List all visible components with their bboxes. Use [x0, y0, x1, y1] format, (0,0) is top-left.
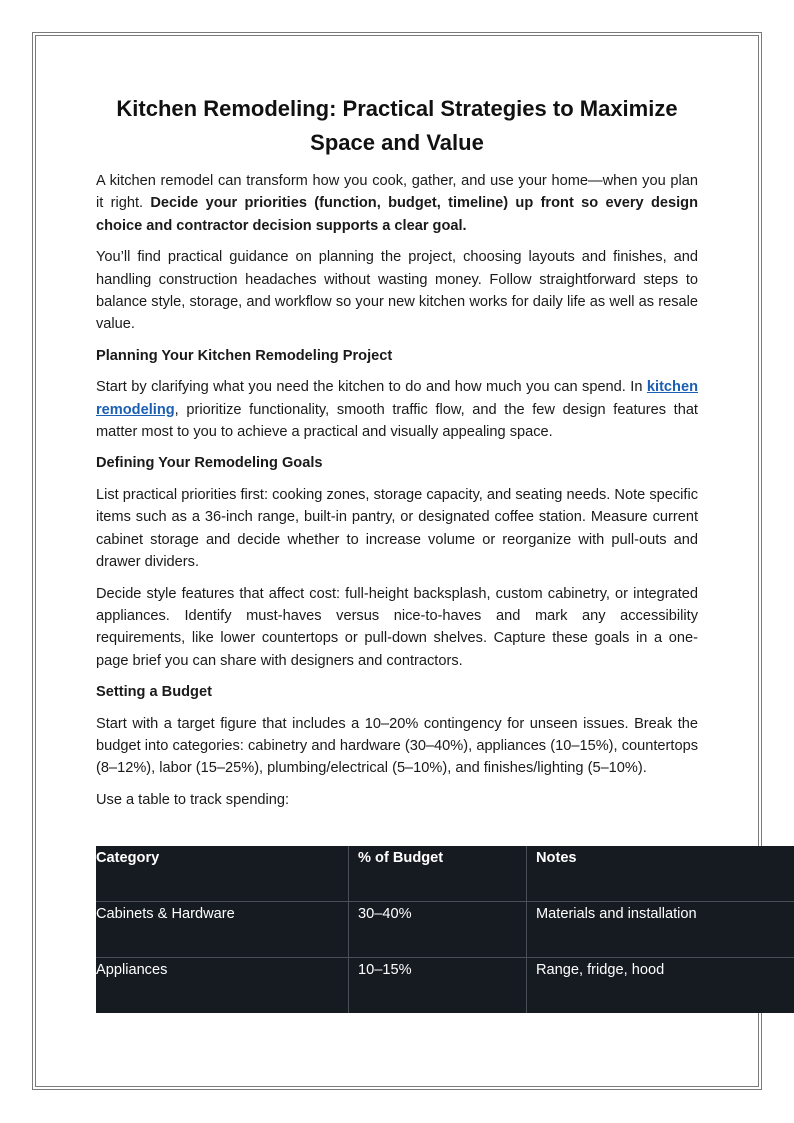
table-row [96, 902, 794, 958]
table-cell-notes: Materials and installation [527, 902, 794, 958]
kitchen-remodeling-link[interactable]: kitchen remodeling [96, 379, 698, 418]
intro-plain-text: A kitchen remodel can transform how you cook, gather, and use your home—when you plan it right. [96, 173, 698, 212]
table-cell-category: Appliances [96, 958, 349, 1014]
table-intro: Use a table to track spending: [96, 791, 290, 808]
table-cell-percent: 10–15% [349, 958, 527, 1014]
column-header-category: Category [96, 846, 349, 902]
intro-paragraph-1 [96, 170, 698, 237]
planning-text-after: , prioritize functionality, smooth traffic flow, and the few design features that matter most to you to achieve a practical and visually appealing space. [96, 401, 698, 441]
goals-paragraph-2: Decide style features that affect cost: full-height backsplash, custom cabinetry, or integrated appliances. Identify must-haves versus nice-to-haves and mark any accessibility requirements, like lower countertops or pull-down shelves. Capture these goals in a one-page brief you can share with designers and contractors. [96, 585, 698, 669]
section-heading-goals: Defining Your Remodeling Goals [96, 455, 323, 472]
table-row [96, 958, 794, 1014]
page-title: Kitchen Remodeling: Practical Strategies to Maximize Space and Value [116, 96, 678, 155]
planning-paragraph [96, 376, 698, 443]
table-header-row [96, 846, 794, 902]
planning-text-before: Start by clarifying what you need the kitchen to do and how much you can spend. In [96, 379, 647, 396]
table-cell-percent: 30–40% [349, 902, 527, 958]
table-cell-category: Cabinets & Hardware [96, 902, 349, 958]
budget-paragraph: Start with a target figure that includes a 10–20% contingency for unseen issues. Break the budget into categories: cabinetry and hardware (30–40%), appliances (10–15%), countertops (8–12%), labor (15–25%), plumbing/electrical (5–10%), and finishes/lighting (5–10%). [96, 715, 698, 777]
intro-paragraph-2: You’ll find practical guidance on planning the project, choosing layouts and finishes, and handling construction headaches without wasting money. Follow straightforward steps to balance style, storage, and workflow so your new kitchen works for daily life as well as resale value. [96, 249, 698, 333]
column-header-notes: Notes [527, 846, 794, 902]
column-header-percent: % of Budget [349, 846, 527, 902]
table-cell-notes: Range, fridge, hood [527, 958, 794, 1014]
goals-paragraph-1: List practical priorities first: cooking zones, storage capacity, and seating needs. Note specific items such as a 36-inch range, built-in pantry, or designated coffee station. Measure current cabinet storage and decide whether to increase volume or reorganize with pull-outs and drawer dividers. [96, 486, 698, 571]
budget-table-wrapper [96, 846, 794, 1013]
intro-bold-text: Decide your priorities (function, budget, timeline) up front so every design choice and contractor decision supports a clear goal. [96, 195, 698, 234]
document-body [96, 92, 698, 820]
section-heading-planning: Planning Your Kitchen Remodeling Project [96, 347, 393, 364]
section-heading-budget: Setting a Budget [96, 684, 212, 701]
budget-table [96, 846, 794, 1013]
